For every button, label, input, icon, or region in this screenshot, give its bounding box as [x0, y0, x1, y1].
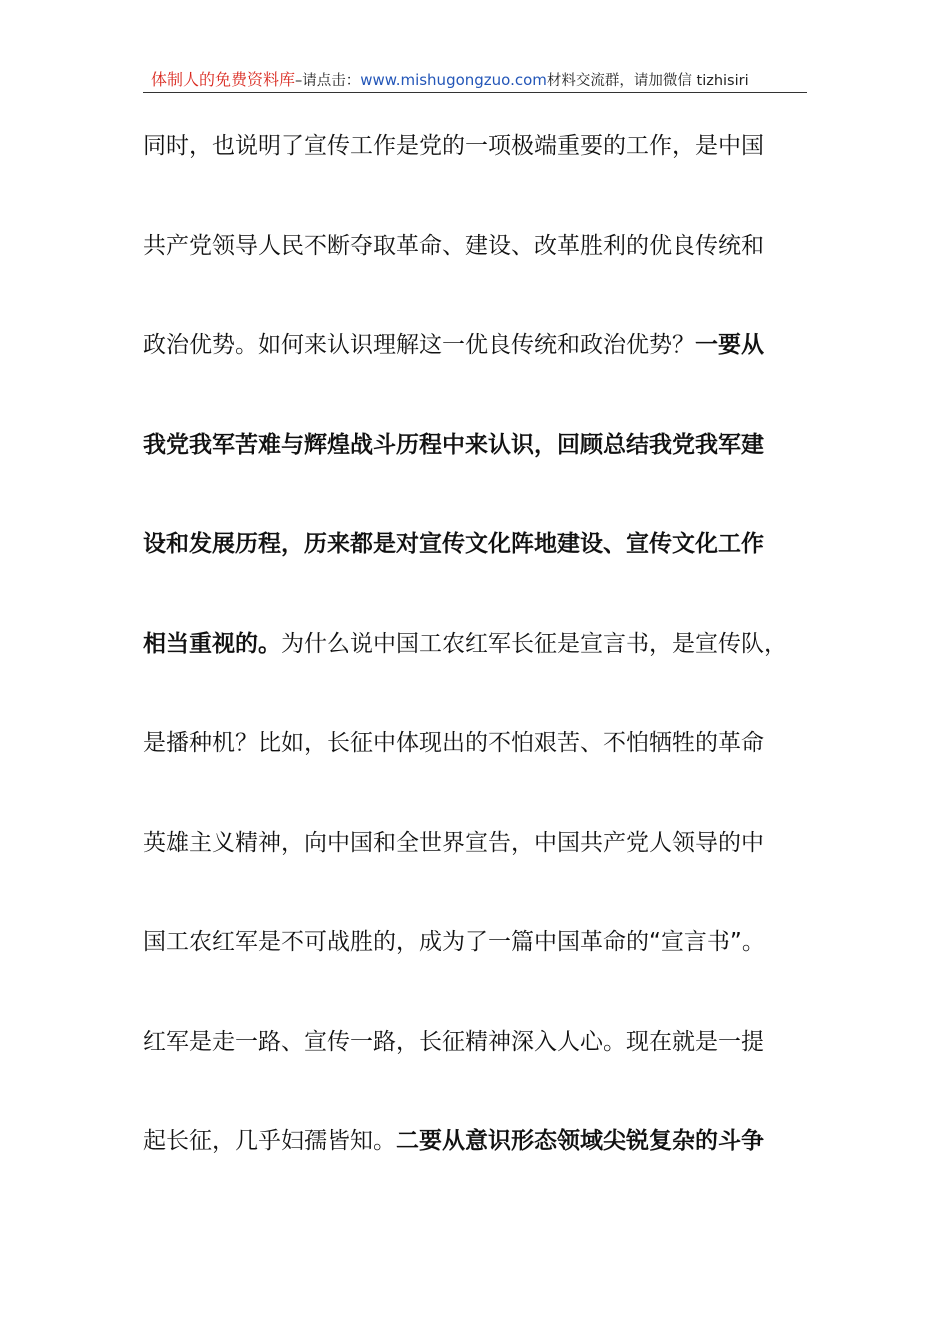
- text-segment: 起长征，几乎妇孺皆知。: [143, 1128, 396, 1154]
- header-suffix: 材料交流群，请加微信 tizhisiri: [546, 73, 749, 89]
- text-line: [143, 1126, 764, 1156]
- text-segment: 国工农红军是不可战胜的，成为了一篇中国革命的“宣言书”。: [143, 929, 765, 955]
- page-header: [143, 68, 807, 93]
- text-line: [143, 728, 764, 758]
- text-segment: 政治优势。如何来认识理解这一优良传统和政治优势？: [143, 332, 695, 358]
- text-line: [143, 430, 764, 460]
- text-line: [143, 131, 764, 161]
- bold-text-segment: 二要从意识形态领域尖锐复杂的斗争: [396, 1128, 764, 1154]
- bold-text-segment: 我党我军苦难与辉煌战斗历程中来认识，回顾总结我党我军建: [143, 431, 764, 458]
- text-line: [143, 330, 764, 360]
- text-line: [143, 629, 787, 659]
- text-line: [143, 828, 764, 858]
- text-line: [143, 1027, 764, 1057]
- bold-text-segment: 相当重视的。: [143, 630, 281, 657]
- bold-text-segment: 一要从: [695, 332, 764, 358]
- text-segment: 红军是走一路、宣传一路，长征精神深入人心。现在就是一提: [143, 1028, 764, 1055]
- text-segment: 同时，也说明了宣传工作是党的一项极端重要的工作，是中国: [143, 133, 764, 159]
- text-segment: 共产党领导人民不断夺取革命、建设、改革胜利的优良传统和: [143, 232, 764, 259]
- bold-text-segment: 设和发展历程，历来都是对宣传文化阵地建设、宣传文化工作: [143, 531, 764, 557]
- text-segment: 是播种机？比如，长征中体现出的不怕艰苦、不怕牺牲的革命: [143, 730, 764, 756]
- text-line: [143, 927, 765, 957]
- header-brand: 体制人的免费资料库: [151, 70, 296, 89]
- text-line: [143, 231, 764, 261]
- text-segment: 为什么说中国工农红军长征是宣言书，是宣传队，: [281, 630, 787, 657]
- text-segment: 英雄主义精神，向中国和全世界宣告，中国共产党人领导的中: [143, 829, 764, 856]
- header-link[interactable]: www.mishugongzuo.com: [360, 71, 547, 89]
- header-prefix: –请点击：: [295, 73, 361, 89]
- text-line: [143, 529, 764, 559]
